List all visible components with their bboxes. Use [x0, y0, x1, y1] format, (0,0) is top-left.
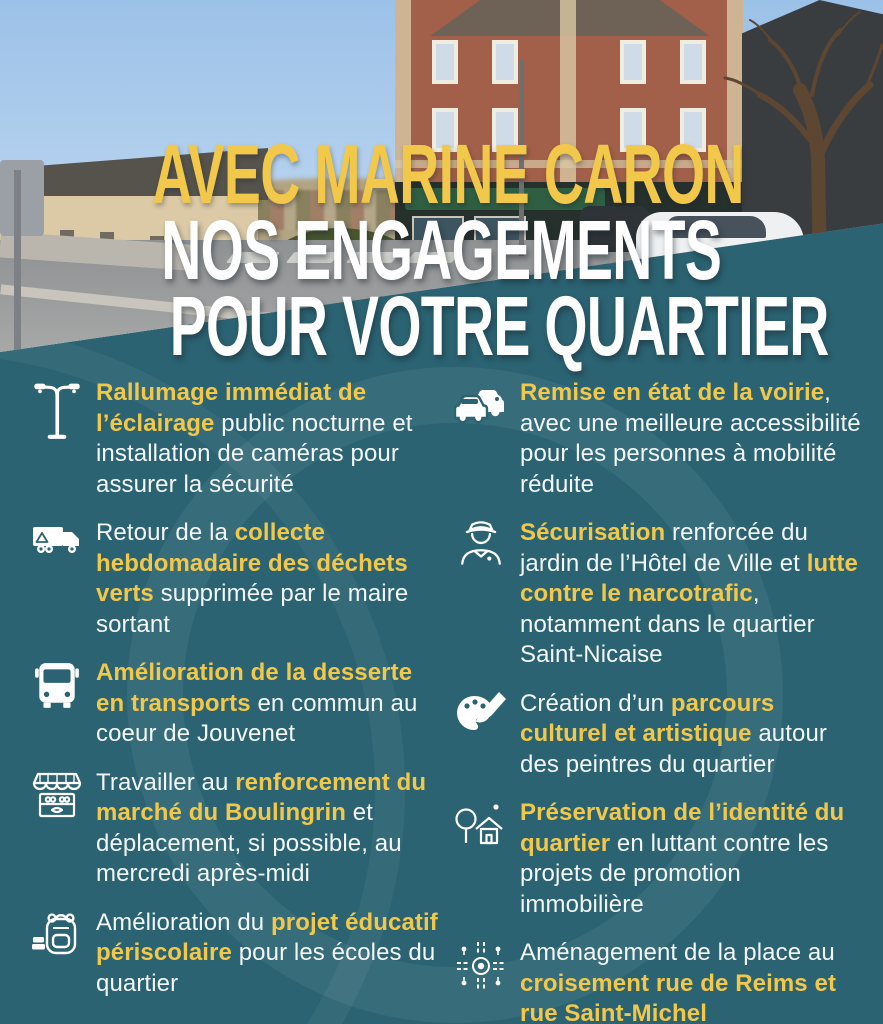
commitment-text: Rallumage immédiat de l’éclairage public nocturne et installation de caméras pour assurer la sécurité [96, 379, 413, 498]
market-stall-icon [26, 768, 88, 890]
commitment-text: Travailler au renforcement du marché du Boulingrin et déplacement, si possible, au mercredi après-midi [96, 768, 427, 887]
photo-window [432, 40, 458, 84]
street-lamp-icon [26, 378, 88, 500]
commitments-left-column [26, 378, 444, 1024]
police-officer-icon [450, 518, 512, 671]
commitment-text: Préservation de l’identité du quartier en luttant contre les projets de promotion immobilière [520, 799, 845, 918]
commitment-item [26, 908, 444, 1000]
commitments-list [26, 378, 868, 1024]
commitment-item [26, 658, 444, 750]
headline-line-2: NOS ENGAGEMENTS [161, 203, 722, 297]
commitment-item [450, 378, 868, 500]
traffic-cars-icon [450, 378, 512, 500]
commitment-item [26, 768, 444, 890]
commitment-text: Amélioration du projet éducatif périscolaire pour les écoles du quartier [96, 908, 438, 997]
commitment-text: Remise en état de la voirie, avec une meilleure accessibilité pour les personnes à mobilité réduite [520, 379, 861, 498]
palette-brush-icon [450, 689, 512, 781]
commitment-text: Amélioration de la desserte en transports en commun au coeur de Jouvenet [96, 659, 418, 747]
commitment-text: Création d’un parcours culturel et artistique autour des peintres du quartier [520, 689, 828, 778]
commitment-item [26, 518, 444, 640]
commitment-item [450, 798, 868, 920]
headline-line-1: AVEC MARINE CARON [152, 127, 744, 221]
photo-window [620, 40, 646, 84]
house-tree-icon [450, 798, 512, 920]
headline [0, 127, 883, 373]
garbage-truck-icon [26, 518, 88, 640]
commitments-right-column [450, 378, 868, 1024]
commitment-item [450, 689, 868, 781]
commitment-item [450, 938, 868, 1024]
commitment-text: Aménagement de la place au croisement rue de Reims et rue Saint-Michel [520, 939, 837, 1024]
commitment-item [26, 378, 444, 500]
commitment-item [450, 518, 868, 671]
backpack-icon [26, 908, 88, 1000]
headline-line-3: POUR VOTRE QUARTIER [169, 279, 829, 373]
bus-icon [26, 658, 88, 750]
commitment-text: Sécurisation renforcée du jardin de l’Hôtel de Ville et lutte contre le narcotrafic, notamment dans le quartier Saint-Nicaise [520, 519, 858, 668]
photo-window [492, 40, 518, 84]
commitment-text: Retour de la collecte hebdomadaire des déchets verts supprimée par le maire sortant [96, 519, 409, 638]
roundabout-icon [450, 938, 512, 1024]
